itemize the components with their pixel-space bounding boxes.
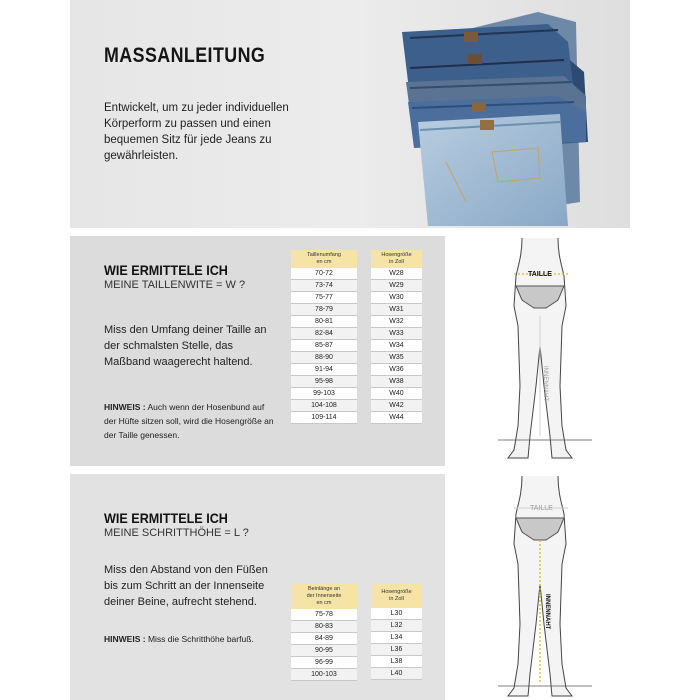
table-cell: L32	[371, 620, 422, 632]
length-note-label: HINWEIS :	[104, 634, 146, 644]
table-cell: 82-84	[291, 328, 357, 340]
table-cell: 95-98	[291, 376, 357, 388]
table-cell: 96-99	[291, 657, 357, 669]
table-cell: 80-83	[291, 621, 357, 633]
length-body-figure	[488, 474, 596, 700]
jeans-stack-image	[388, 2, 600, 226]
length-col2-header: Hosengröße in Zoll	[371, 584, 422, 608]
table-cell: 91-94	[291, 364, 357, 376]
table-cell: W30	[371, 292, 422, 304]
table-cell: 70-72	[291, 268, 357, 280]
table-cell: 73-74	[291, 280, 357, 292]
table-cell: W34	[371, 340, 422, 352]
length-heading: WIE ERMITTELE ICH	[104, 510, 228, 526]
length-subheading: MEINE SCHRITTHÖHE = L ?	[104, 527, 249, 539]
table-cell: 75-78	[291, 609, 357, 621]
waist-body-figure	[488, 236, 596, 466]
length-instructions: Miss den Abstand von den Füßen bis zum Schritt an der Innenseite deiner Beine, aufrecht stehend.	[104, 564, 268, 608]
table-cell: 104-108	[291, 400, 357, 412]
table-cell: 75-77	[291, 292, 357, 304]
waist-figure-label: TAILLE	[528, 271, 552, 278]
waist-subheading: MEINE TAILLENWITE = W ?	[104, 279, 246, 291]
table-cell: L30	[371, 608, 422, 620]
table-cell: W38	[371, 376, 422, 388]
waist-col2-body	[371, 268, 422, 424]
waist-figure-side-label: INNENNAHT	[542, 366, 548, 402]
length-table-col1	[291, 584, 357, 681]
table-cell: L34	[371, 632, 422, 644]
table-cell: 99-103	[291, 388, 357, 400]
table-cell: 85-87	[291, 340, 357, 352]
waist-col2-header: Hosengröße in Zoll	[371, 250, 422, 268]
table-cell: W35	[371, 352, 422, 364]
table-cell: L40	[371, 668, 422, 680]
waist-instructions: Miss den Umfang deiner Taille an der schmalsten Stelle, das Maßband waagerecht haltend.	[104, 324, 267, 368]
table-cell: W44	[371, 412, 422, 424]
length-note	[104, 632, 274, 646]
page-title: MASSANLEITUNG	[104, 44, 266, 67]
length-col1-header: Beinlänge an der Innenseite en cm	[291, 584, 357, 609]
waist-col1-header: Taillenumfang en cm	[291, 250, 357, 268]
waist-note-text: Auch wenn der Hosenbund auf der Hüfte sitzen soll, wird die Hosengröße an der Taille genessen.	[104, 402, 274, 440]
table-cell: 84-89	[291, 633, 357, 645]
table-cell: 80-81	[291, 316, 357, 328]
table-cell: W42	[371, 400, 422, 412]
table-cell: 88-90	[291, 352, 357, 364]
table-cell: 109-114	[291, 412, 357, 424]
table-cell: W32	[371, 316, 422, 328]
waist-note	[104, 400, 274, 442]
table-cell: 78-79	[291, 304, 357, 316]
length-col2-body	[371, 608, 422, 680]
table-cell: W28	[371, 268, 422, 280]
table-cell: W31	[371, 304, 422, 316]
waist-table-col2	[371, 250, 422, 424]
table-cell: W40	[371, 388, 422, 400]
length-figure-label: TAILLE	[530, 505, 553, 512]
waist-col1-body	[291, 268, 357, 424]
length-figure-side-label: INNENNAHT	[544, 594, 550, 630]
table-cell: W33	[371, 328, 422, 340]
length-note-text: Miss die Schritthöhe barfuß.	[147, 634, 254, 644]
table-cell: 100-103	[291, 669, 357, 681]
table-cell: L36	[371, 644, 422, 656]
table-cell: L38	[371, 656, 422, 668]
length-table-col2	[371, 584, 422, 680]
waist-note-label: HINWEIS :	[104, 402, 146, 412]
table-cell: 90-95	[291, 645, 357, 657]
length-col1-body	[291, 609, 357, 681]
table-cell: W36	[371, 364, 422, 376]
intro-text: Entwickelt, um zu jeder individuellen Körperform zu passen und einen bequemen Sitz für jede Jeans zu gewährleisten.	[104, 102, 289, 162]
waist-heading: WIE ERMITTELE ICH	[104, 262, 228, 278]
table-cell: W29	[371, 280, 422, 292]
waist-table-col1	[291, 250, 357, 424]
